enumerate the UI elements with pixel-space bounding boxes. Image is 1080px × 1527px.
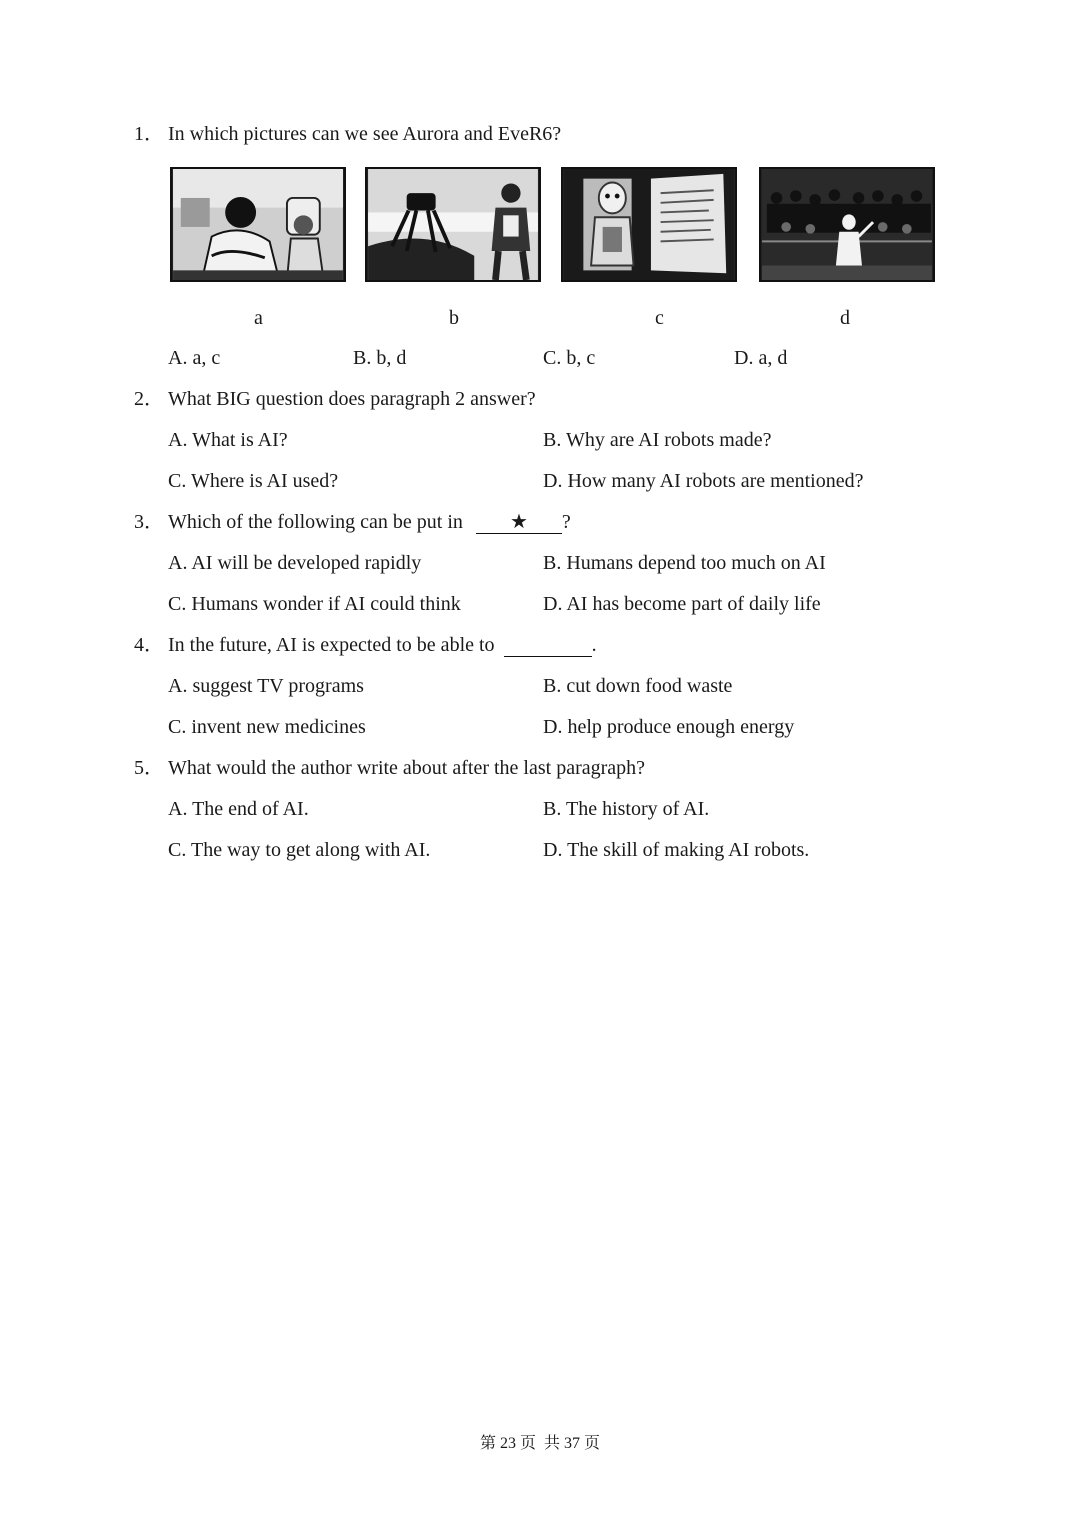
- option-d[interactable]: D. The skill of making AI robots.: [543, 839, 810, 861]
- question-number: 1．: [134, 123, 164, 145]
- picture-caption-b: b: [449, 307, 459, 329]
- option-c[interactable]: C. b, c: [543, 347, 596, 369]
- question-number: 5．: [134, 757, 164, 779]
- question-text: In which pictures can we see Aurora and EveR6?: [168, 123, 562, 145]
- option-a[interactable]: A. The end of AI.: [168, 798, 309, 820]
- page-footer: 第 23 页 共 37 页: [479, 1435, 600, 1452]
- option-b[interactable]: B. cut down food waste: [543, 675, 733, 697]
- photo-robot-conducting-orchestra-icon: [761, 169, 933, 280]
- question-end-mark: .: [591, 634, 597, 656]
- option-b[interactable]: B. The history of AI.: [543, 798, 710, 820]
- option-a[interactable]: A. What is AI?: [168, 429, 288, 451]
- option-c[interactable]: C. invent new medicines: [168, 716, 366, 738]
- option-c[interactable]: C. The way to get along with AI.: [168, 839, 431, 861]
- option-c[interactable]: C. Where is AI used?: [168, 470, 339, 492]
- picture-c: [561, 167, 737, 282]
- option-d[interactable]: D. a, d: [734, 347, 788, 369]
- photo-robot-reading-book-icon: [563, 169, 735, 280]
- question-text-with-blank: [168, 510, 571, 534]
- question-text: In the future, AI is expected to be able to: [168, 634, 495, 656]
- option-a[interactable]: A. AI will be developed rapidly: [168, 552, 422, 574]
- star-blank: ★: [476, 511, 562, 534]
- option-d[interactable]: D. AI has become part of daily life: [543, 593, 821, 615]
- option-d[interactable]: D. How many AI robots are mentioned?: [543, 470, 864, 492]
- photo-robot-dog-with-man-icon: [367, 169, 539, 280]
- picture-a: [170, 167, 346, 282]
- answer-blank[interactable]: [504, 634, 592, 657]
- picture-caption-c: c: [655, 307, 664, 329]
- photo-person-with-robot-icon: [172, 169, 344, 280]
- question-number: 2．: [134, 388, 164, 410]
- option-b[interactable]: B. b, d: [353, 347, 407, 369]
- picture-caption-a: a: [254, 307, 263, 329]
- option-b[interactable]: B. Humans depend too much on AI: [543, 552, 826, 574]
- question-text: What BIG question does paragraph 2 answer?: [168, 388, 536, 410]
- option-b[interactable]: B. Why are AI robots made?: [543, 429, 772, 451]
- question-text: What would the author write about after the last paragraph?: [168, 757, 646, 779]
- picture-caption-d: d: [840, 307, 850, 329]
- question-number: 3．: [134, 511, 164, 533]
- option-d[interactable]: D. help produce enough energy: [543, 716, 795, 738]
- picture-b: [365, 167, 541, 282]
- question-text-with-blank: [168, 633, 597, 657]
- option-a[interactable]: A. a, c: [168, 347, 221, 369]
- option-c[interactable]: C. Humans wonder if AI could think: [168, 593, 461, 615]
- picture-d: [759, 167, 935, 282]
- question-number: 4．: [134, 634, 164, 656]
- question-end-mark: ?: [561, 511, 571, 533]
- option-a[interactable]: A. suggest TV programs: [168, 675, 364, 697]
- question-text: Which of the following can be put in: [168, 511, 463, 533]
